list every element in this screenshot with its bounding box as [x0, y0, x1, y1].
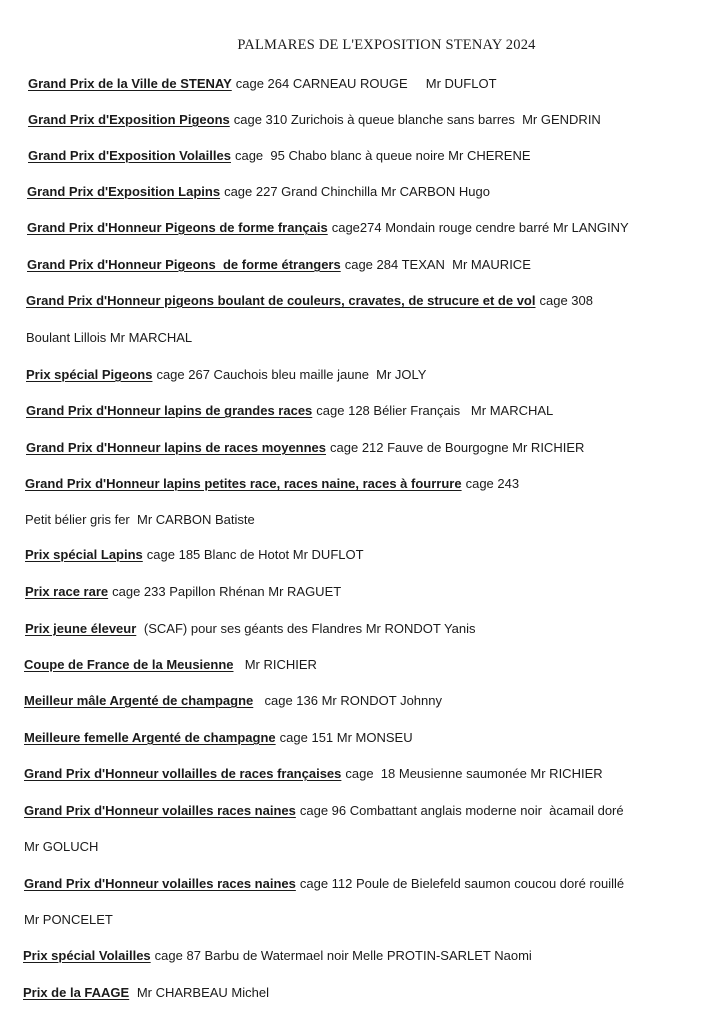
award-detail: cage 151 Mr MONSEU	[279, 730, 413, 745]
award-detail: cage 308	[539, 293, 593, 308]
award-detail: cage274 Mondain rouge cendre barré Mr LANGINY	[331, 220, 629, 235]
award-detail: Mr RICHIER	[237, 657, 317, 672]
award-line	[28, 111, 601, 129]
award-name: Prix jeune éleveur	[25, 621, 137, 636]
award-line-continuation	[26, 329, 192, 347]
award-line	[25, 546, 364, 564]
award-line	[24, 765, 603, 783]
award-name: Grand Prix d'Exposition Lapins	[27, 184, 221, 199]
award-name: Prix spécial Lapins	[25, 547, 143, 562]
award-line	[28, 147, 531, 165]
award-name: Grand Prix d'Honneur lapins de grandes races	[26, 403, 313, 418]
award-detail: (SCAF) pour ses géants des Flandres Mr RONDOT Yanis	[140, 621, 476, 636]
award-line-continuation	[25, 511, 255, 529]
award-line	[26, 439, 584, 457]
award-detail: cage 185 Blanc de Hotot Mr DUFLOT	[146, 547, 364, 562]
award-line	[26, 402, 553, 420]
award-line	[25, 583, 341, 601]
award-name: Meilleur mâle Argenté de champagne	[24, 693, 254, 708]
award-line	[26, 366, 426, 384]
award-line	[24, 802, 624, 820]
award-detail: cage 284 TEXAN Mr MAURICE	[344, 257, 531, 272]
award-detail: cage 264 CARNEAU ROUGE Mr DUFLOT	[235, 76, 497, 91]
award-name: Prix spécial Pigeons	[26, 367, 153, 382]
award-detail: cage 112 Poule de Bielefeld saumon coucou doré rouillé	[299, 876, 625, 891]
page-title: PALMARES DE L'EXPOSITION STENAY 2024	[237, 37, 536, 53]
award-name: Grand Prix d'Honneur pigeons boulant de couleurs, cravates, de strucure et de vol	[26, 293, 536, 308]
award-detail: cage 267 Cauchois bleu maille jaune Mr JOLY	[156, 367, 427, 382]
award-detail: cage 95 Chabo blanc à queue noire Mr CHERENE	[234, 148, 531, 163]
award-line	[24, 875, 624, 893]
award-line	[27, 219, 629, 237]
award-line	[24, 692, 442, 710]
award-line	[25, 475, 519, 493]
award-line	[23, 947, 532, 965]
award-line	[26, 292, 593, 310]
award-line	[24, 656, 317, 674]
award-name: Grand Prix d'Exposition Pigeons	[28, 112, 230, 127]
award-detail: cage 128 Bélier Français Mr MARCHAL	[316, 403, 554, 418]
award-name: Grand Prix d'Honneur lapins de races moyennes	[26, 440, 327, 455]
award-line-continuation	[24, 838, 98, 856]
award-detail: cage 212 Fauve de Bourgogne Mr RICHIER	[330, 440, 585, 455]
award-name: Prix spécial Volailles	[23, 948, 151, 963]
award-line	[25, 620, 476, 638]
award-name: Prix race rare	[25, 584, 109, 599]
award-name: Meilleure femelle Argenté de champagne	[24, 730, 276, 745]
award-detail: Mr GOLUCH	[24, 839, 99, 854]
award-line	[23, 984, 269, 1002]
award-name: Grand Prix d'Honneur volailles races naines	[24, 876, 296, 891]
award-name: Grand Prix d'Exposition Volailles	[28, 148, 231, 163]
award-line	[28, 75, 497, 93]
award-line	[27, 183, 490, 201]
award-name: Coupe de France de la Meusienne	[24, 657, 234, 672]
award-detail: cage 310 Zurichois à queue blanche sans barres Mr GENDRIN	[233, 112, 601, 127]
award-detail: cage 96 Combattant anglais moderne noir àcamail doré	[299, 803, 624, 818]
award-detail: cage 227 Grand Chinchilla Mr CARBON Hugo	[224, 184, 490, 199]
award-detail: cage 87 Barbu de Watermael noir Melle PROTIN-SARLET Naomi	[154, 948, 532, 963]
award-detail: cage 233 Papillon Rhénan Mr RAGUET	[112, 584, 342, 599]
award-detail: Mr CHARBEAU Michel	[133, 985, 269, 1000]
award-name: Grand Prix d'Honneur vollailles de races françaises	[24, 766, 342, 781]
award-name: Grand Prix d'Honneur volailles races naines	[24, 803, 296, 818]
award-detail: cage 243	[465, 476, 520, 491]
award-name: Prix de la FAAGE	[23, 985, 130, 1000]
award-name: Grand Prix d'Honneur Pigeons de forme français	[27, 220, 328, 235]
award-detail: Mr PONCELET	[24, 912, 113, 927]
award-name: Grand Prix de la Ville de STENAY	[28, 76, 232, 91]
award-line	[27, 256, 531, 274]
award-name: Grand Prix d'Honneur Pigeons de forme étrangers	[27, 257, 341, 272]
award-line	[24, 729, 413, 747]
award-detail: Boulant Lillois Mr MARCHAL	[26, 330, 193, 345]
award-detail: cage 18 Meusienne saumonée Mr RICHIER	[345, 766, 603, 781]
award-name: Grand Prix d'Honneur lapins petites race, races naine, races à fourrure	[25, 476, 462, 491]
award-detail: cage 136 Mr RONDOT Johnny	[257, 693, 442, 708]
award-line-continuation	[24, 911, 113, 929]
award-detail: Petit bélier gris fer Mr CARBON Batiste	[25, 512, 255, 527]
